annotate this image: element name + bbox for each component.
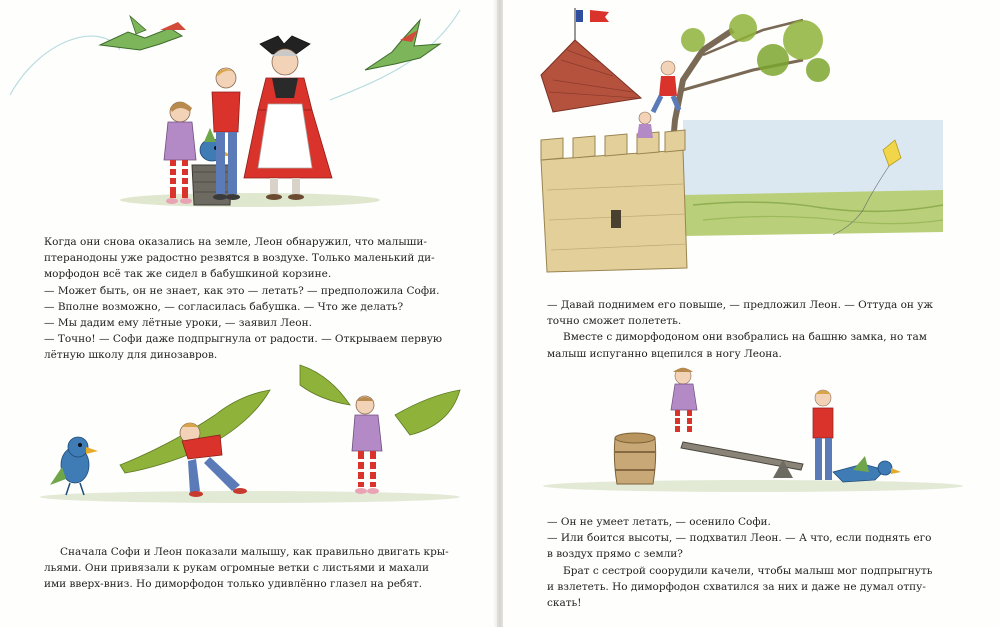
sofi-on-tower <box>637 112 653 138</box>
basket-with-dimorphodon <box>192 128 232 205</box>
ground <box>543 480 963 492</box>
dialogue-line: — Он не умеет летать, — осенило Софи. <box>547 516 771 528</box>
left-text-bottom <box>44 544 449 593</box>
illustration-grandma-children-basket <box>0 0 497 215</box>
dialogue-line: — Мы дадим ему лётные уроки, — заявил Леон. <box>44 317 312 330</box>
landscape <box>683 190 943 236</box>
dimorphodon-watching <box>50 437 98 495</box>
illustration-castle-tower <box>503 0 1000 280</box>
flag <box>575 8 609 44</box>
paragraph-line: скать! <box>547 597 582 610</box>
paragraph-line: морфодон всё так же сидел в бабушкиной корзине. <box>44 268 332 281</box>
paragraph-line: льями. Они привязали к рукам огромные ветки с листьями и махали <box>44 562 429 575</box>
dialogue-line: — Вполне возможно, — согласилась бабушка. — Что же делать? <box>44 300 404 313</box>
paragraph-line: птеранодоны уже радостно резвятся в воздухе. Только маленький ди- <box>44 252 435 265</box>
paragraph-line: ими вверх-вниз. Но диморфодон только удивлённо глазел на ребят. <box>44 578 423 591</box>
sofi-figure <box>164 102 196 204</box>
leon-climbing <box>653 61 679 112</box>
left-text-top <box>44 234 442 364</box>
grandma-figure <box>244 36 332 200</box>
dialogue-line: лётную школу для динозавров. <box>44 349 218 362</box>
barrel <box>614 433 655 484</box>
right-page <box>503 0 1000 627</box>
paragraph-line: и взлететь. Но диморфодон схватился за них и даже не думал отпу- <box>547 580 926 593</box>
illustration-seesaw <box>503 360 1000 500</box>
ground <box>40 491 460 503</box>
leon-standing <box>813 390 833 480</box>
paragraph-line: Когда они снова оказались на земле, Леон обнаружил, что малыши- <box>44 236 427 248</box>
pteranodon-right <box>365 20 440 70</box>
paragraph-line: малыш испуганно вцепился в ногу Леона. <box>547 347 782 360</box>
pteranodon-left <box>100 16 186 50</box>
paragraph-line: — Давай поднимем его повыше, — предложил Леон. — Оттуда он уж <box>547 299 934 311</box>
dialogue-line: в воздух прямо с земли? <box>547 548 683 561</box>
sofi-flapping <box>300 365 460 494</box>
right-text-bottom <box>547 514 932 611</box>
paragraph-line: Вместе с диморфодоном они взобрались на башню замка, но там <box>563 331 927 344</box>
sofi-jumping <box>671 368 697 432</box>
dialogue-line: — Или боится высоты, — подхватил Леон. — А что, если поднять его <box>547 532 932 545</box>
paragraph-line: Брат с сестрой соорудили качели, чтобы малыш мог подпрыгнуть <box>563 564 933 577</box>
leon-flapping <box>120 390 270 497</box>
ground <box>120 193 380 207</box>
left-page <box>0 0 497 627</box>
dialogue-line: — Точно! — Софи даже подпрыгнула от радости. — Открываем первую <box>44 333 443 346</box>
paragraph-line: точно сможет полететь. <box>547 315 682 328</box>
dimorphodon-clinging <box>833 456 901 482</box>
paragraph-line: Сначала Софи и Леон показали малышу, как правильно двигать кры- <box>60 546 449 558</box>
right-text-top <box>547 297 933 362</box>
illustration-flapping-branches <box>0 355 497 515</box>
tower-roof <box>541 40 641 112</box>
dialogue-line: — Может быть, он не знает, как это — летать? — предположила Софи. <box>44 284 440 297</box>
